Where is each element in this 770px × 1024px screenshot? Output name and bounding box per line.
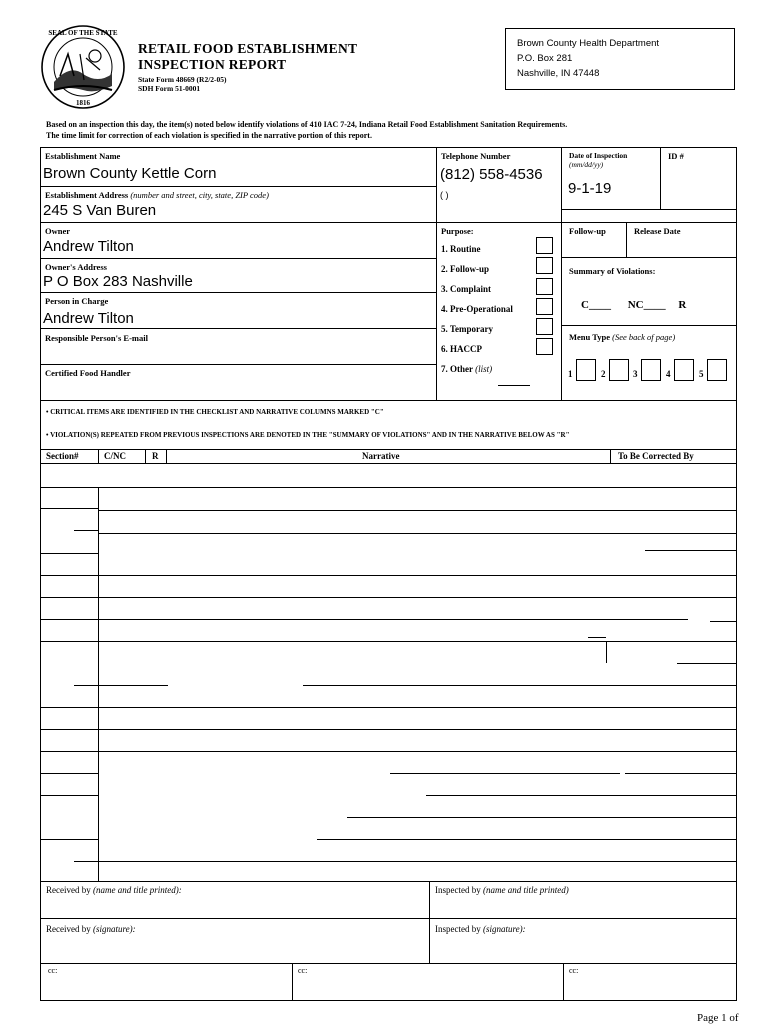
purpose-temporary-checkbox[interactable] (536, 318, 553, 335)
inspected-by-name-field[interactable] (433, 898, 733, 916)
establishment-name-label: Establishment Name (45, 151, 121, 161)
menu-number-2: 2 (601, 369, 606, 379)
cc-field-1[interactable] (60, 964, 288, 998)
menu-type-hint: (See back of page) (612, 332, 676, 342)
menu-type-box-2[interactable] (609, 359, 629, 381)
date-of-inspection-field[interactable]: 9-1-19 (568, 180, 612, 197)
establishment-address-label (45, 190, 269, 200)
col-header-r: R (152, 451, 159, 461)
menu-type-box-3[interactable] (641, 359, 661, 381)
summary-critical: C____ (581, 299, 611, 311)
svg-text:SEAL OF THE STATE: SEAL OF THE STATE (48, 29, 118, 37)
purpose-routine-checkbox[interactable] (536, 237, 553, 254)
cc-field-2[interactable] (310, 964, 560, 998)
repeat-violations-note: • VIOLATION(S) REPEATED FROM PREVIOUS INSPECTIONS ARE DENOTED IN THE "SUMMARY OF VIOLATIONS" AND IN THE NARRATIVE BELOW AS "R" (46, 431, 570, 439)
summary-label: Summary of Violations: (569, 266, 656, 276)
menu-type-text: Menu Type (569, 332, 611, 342)
dept-city: Nashville, IN 47448 (517, 68, 600, 79)
summary-repeat: R (678, 299, 687, 311)
page-number: Page 1 of (697, 1012, 739, 1024)
purpose-other (441, 364, 492, 374)
owner-address-label: Owner's Address (45, 262, 107, 272)
owner-label: Owner (45, 226, 71, 236)
date-label-text: Date of Inspection (569, 151, 628, 160)
date-hint: (mm/dd/yy) (569, 160, 604, 169)
purpose-pre-operational: 4. Pre-Operational (441, 304, 513, 314)
purpose-other-text: 7. Other (441, 364, 473, 374)
address-hint: (number and street, city, state, ZIP code) (130, 190, 269, 200)
received-by-signature-label (46, 924, 136, 934)
form-title (138, 41, 357, 73)
intro-line2: The time limit for correction of each violation is specified in the narrative portion of this report. (46, 131, 372, 140)
establishment-address-field[interactable]: 245 S Van Buren (43, 202, 157, 219)
received-by-signature-field[interactable] (44, 938, 424, 960)
summary-counts (581, 299, 686, 311)
received-sig-text: Received by (46, 924, 91, 934)
food-handler-label: Certified Food Handler (45, 368, 131, 378)
menu-type-box-5[interactable] (707, 359, 727, 381)
menu-type-box-4[interactable] (674, 359, 694, 381)
inspected-by-name-label (435, 885, 569, 895)
purpose-haccp: 6. HACCP (441, 344, 482, 354)
inspected-by-text: Inspected by (435, 885, 481, 895)
summary-noncritical: NC____ (627, 299, 666, 311)
dept-name: Brown County Health Department (517, 38, 660, 49)
menu-type-box-1[interactable] (576, 359, 596, 381)
received-by-name-field[interactable] (44, 898, 424, 916)
menu-number-1: 1 (568, 369, 573, 379)
purpose-follow-up: 2. Follow-up (441, 264, 490, 274)
col-header-corrected-by: To Be Corrected By (618, 451, 694, 461)
person-in-charge-label: Person in Charge (45, 296, 109, 306)
received-by-text: Received by (46, 885, 91, 895)
indiana-seal-logo (40, 24, 126, 110)
received-by-hint: (name and title printed): (92, 885, 182, 895)
intro-text (46, 119, 746, 141)
cc-label-1: cc: (48, 966, 58, 975)
menu-number-3: 3 (633, 369, 638, 379)
purpose-haccp-checkbox[interactable] (536, 338, 553, 355)
inspected-sig-text: Inspected by (435, 924, 481, 934)
telephone-label: Telephone Number (441, 151, 511, 161)
sdh-form-number: SDH Form 51-0001 (138, 84, 201, 93)
release-date-label: Release Date (634, 226, 681, 236)
col-header-narrative: Narrative (362, 451, 400, 461)
received-by-name-label (46, 885, 182, 895)
col-header-section: Section# (46, 451, 79, 461)
establishment-name-field[interactable]: Brown County Kettle Corn (43, 165, 217, 182)
menu-type-label (569, 332, 675, 342)
purpose-follow-up-checkbox[interactable] (536, 257, 553, 274)
form-title-line1: RETAIL FOOD ESTABLISHMENT (138, 41, 358, 56)
cc-label-2: cc: (298, 966, 308, 975)
critical-items-note: • CRITICAL ITEMS ARE IDENTIFIED IN THE CHECKLIST AND NARRATIVE COLUMNS MARKED "C" (46, 408, 384, 416)
food-handler-field[interactable] (43, 380, 428, 398)
purpose-complaint-checkbox[interactable] (536, 278, 553, 295)
state-form-number: State Form 48669 (R2/2-05) (138, 75, 227, 84)
menu-number-4: 4 (666, 369, 671, 379)
purpose-pre-operational-checkbox[interactable] (536, 298, 553, 315)
inspected-by-hint: (name and title printed) (482, 885, 569, 895)
follow-up-label: Follow-up (569, 226, 606, 236)
person-in-charge-field[interactable]: Andrew Tilton (43, 310, 134, 327)
purpose-routine: 1. Routine (441, 244, 481, 254)
inspected-by-signature-field[interactable] (433, 938, 733, 960)
menu-number-5: 5 (699, 369, 704, 379)
email-field[interactable] (43, 344, 428, 362)
owner-field[interactable]: Andrew Tilton (43, 238, 134, 255)
id-label: ID # (668, 151, 684, 161)
received-sig-hint: (signature): (92, 924, 136, 934)
inspected-by-signature-label (435, 924, 526, 934)
intro-line1: Based on an inspection this day, the item(s) noted below identify violations of 410 IAC 7-24, Indiana Retail Food Establishment Sanitation Requirements. (46, 120, 568, 129)
form-title-line2: INSPECTION REPORT (138, 57, 287, 72)
cc-label-3: cc: (569, 966, 579, 975)
date-of-inspection-label (569, 151, 627, 169)
purpose-complaint: 3. Complaint (441, 284, 492, 294)
address-label-text: Establishment Address (45, 190, 129, 200)
purpose-temporary: 5. Temporary (441, 324, 494, 334)
purpose-label: Purpose: (441, 226, 474, 236)
form-number (138, 75, 227, 93)
telephone-field[interactable]: (812) 558-4536 (440, 166, 543, 183)
health-department-box (505, 28, 735, 90)
email-label: Responsible Person's E-mail (45, 333, 148, 343)
telephone-field-2[interactable]: ( ) (440, 190, 449, 200)
dept-pobox: P.O. Box 281 (517, 53, 573, 64)
purpose-other-hint: (list) (475, 364, 493, 374)
col-header-cnc: C/NC (104, 451, 126, 461)
cc-field-3[interactable] (580, 964, 732, 998)
inspected-sig-hint: (signature): (482, 924, 526, 934)
owner-address-field[interactable]: P O Box 283 Nashville (43, 273, 193, 290)
svg-text:1816: 1816 (76, 99, 90, 107)
